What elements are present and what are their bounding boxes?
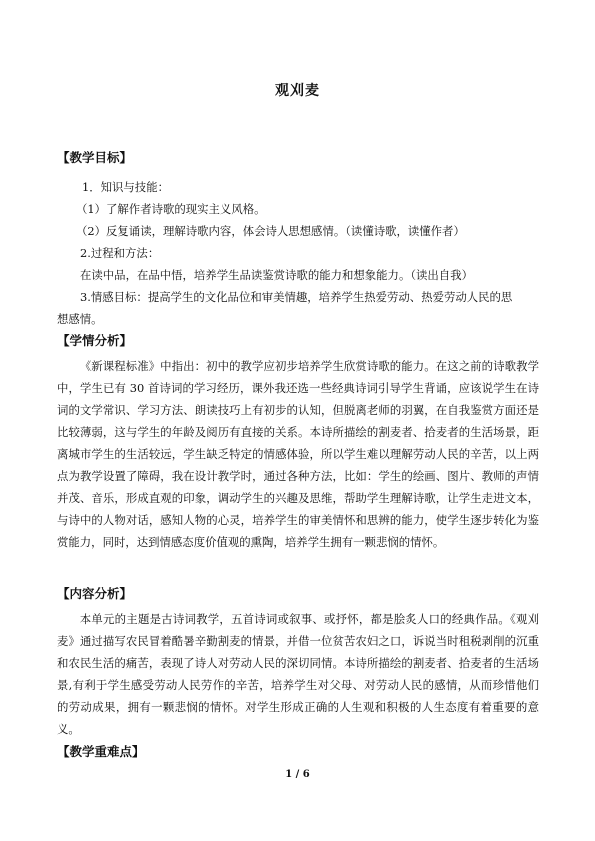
page-title: 观刈麦: [275, 83, 320, 99]
heading-content-analysis: 【内容分析】: [57, 586, 133, 601]
content-analysis-paragraph: 本单元的主题是古诗词教学，五首诗词或叙事、或抒怀，都是脍炙人口的经典作品。《观刈麦》通过描写农民冒着酷暑辛勤割麦的情景，并借一位贫苦农妇之口，诉说当时租税剥削的沉重和农民生活的痛苦，表现了诗人对劳动人民的深切同情。本诗所描绘的割麦者、拾麦者的生活场景,有利于学生感受劳动人民劳作的辛苦，培养学生对父母、对劳动人民的感情，从而珍惜他们的劳动成果，拥有一颗悲悯的情怀。对学生形成正确的人生观和积极的人生态度有着重要的意义。: [57, 612, 539, 736]
goal-line: 想感情。: [57, 312, 103, 326]
heading-key-difficulties: 【教学重难点】: [57, 744, 145, 759]
heading-teaching-goals: 【教学目标】: [57, 150, 133, 165]
goal-line: 1．知识与技能：: [82, 180, 169, 194]
page-number: 1 / 6: [285, 769, 310, 780]
goal-line: 3.情感目标：提高学生的文化品位和审美情趣，培养学生热爱劳动、热爱劳动人民的思: [80, 290, 513, 304]
heading-learner-analysis: 【学情分析】: [57, 333, 133, 348]
learner-analysis-paragraph: 《新课程标准》中指出：初中的教学应初步培养学生欣赏诗歌的能力。在这之前的诗歌教学中，学生已有 30 首诗词的学习经历，课外我还选一些经典诗词引导学生背诵，应该说学生在诗词的文学常识、学习方法、朗读技巧上有初步的认知，但脱离老师的羽翼，在自我鉴赏方面还是比较薄弱，这与学生的年龄及阅历有直接的关系。本诗所描绘的割麦者、拾麦者的生活场景，距离城市学生的生活较远，学生缺乏特定的情感体验，所以学生难以理解劳动人民的辛苦，以上两点为教学设置了障碍，我在设计教学时，通过各种方法，比如：学生的绘画、图片、教师的声情并茂、音乐，形成直观的印象，调动学生的兴趣及思维，帮助学生理解诗歌，让学生走进文本，与诗中的人物对话，感知人物的心灵，培养学生的审美情怀和思辨的能力，使学生逐步转化为鉴赏能力，同时，达到情感态度价值观的熏陶，培养学生拥有一颗悲悯的情怀。: [57, 359, 539, 549]
goal-line: 2.过程和方法：: [80, 246, 160, 260]
goal-line: （2）反复诵读，理解诗歌内容，体会诗人思想感情。（读懂诗歌，读懂作者）: [76, 224, 465, 238]
goal-line: （1）了解作者诗歌的现实主义风格。: [76, 202, 266, 216]
goal-line: 在读中品，在品中悟，培养学生品读鉴赏诗歌的能力和想象能力。（读出自我）: [80, 268, 473, 282]
